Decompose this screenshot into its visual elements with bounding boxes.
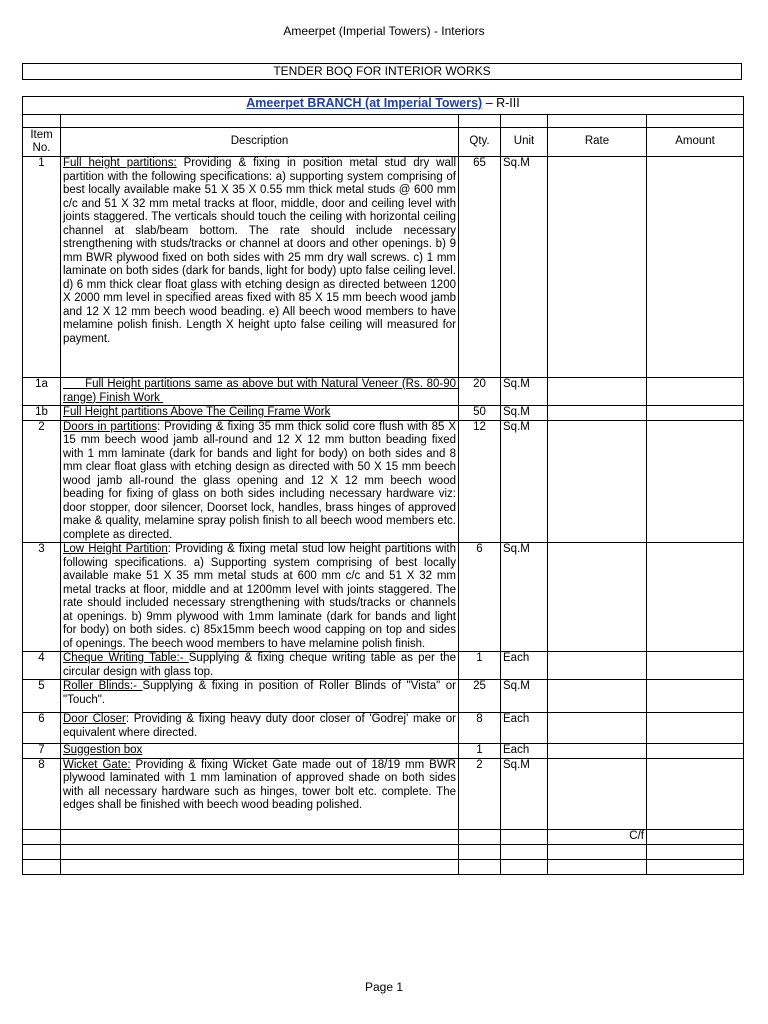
item-amount — [647, 680, 744, 713]
carry-forward-row — [23, 829, 744, 844]
item-title: Suggestion box — [63, 744, 143, 756]
col-description: Description — [61, 128, 459, 157]
item-description — [61, 713, 459, 744]
column-header-row — [23, 128, 744, 157]
table-row — [23, 406, 744, 421]
item-text: Supplying & fixing cheque writing table as per the circular design with glass top. — [63, 652, 456, 678]
branch-name: Ameerpet BRANCH (at Imperial Towers) — [246, 96, 483, 110]
item-title: Doors in partitions — [63, 420, 158, 433]
item-text: Supplying & fixing in position of Roller Blinds of "Vista" or "Touch". — [63, 680, 456, 706]
item-amount — [647, 406, 744, 421]
item-rate — [548, 680, 647, 713]
item-no: 7 — [23, 744, 61, 759]
item-no: 5 — [23, 680, 61, 713]
item-unit: Each — [501, 652, 548, 680]
col-qty: Qty. — [459, 128, 501, 157]
item-amount — [647, 744, 744, 759]
item-qty: 6 — [459, 543, 501, 652]
item-title: Cheque Writing Table:- — [63, 652, 189, 664]
item-no: 1 — [23, 157, 61, 378]
item-description — [61, 157, 459, 378]
item-qty: 65 — [459, 157, 501, 378]
branch-heading — [23, 97, 744, 115]
item-description — [61, 543, 459, 652]
item-title: Door Closer — [63, 713, 126, 725]
item-amount — [647, 652, 744, 680]
item-no: 6 — [23, 713, 61, 744]
branch-suffix: – R-III — [482, 96, 520, 110]
tender-title: TENDER BOQ FOR INTERIOR WORKS — [22, 63, 742, 80]
item-unit: Sq.M — [501, 680, 548, 713]
item-unit: Sq.M — [501, 406, 548, 421]
item-title: Low Height Partition — [63, 543, 168, 555]
table-row — [23, 744, 744, 759]
item-amount — [647, 420, 744, 543]
item-description — [61, 744, 459, 759]
item-rate — [548, 420, 647, 543]
table-row — [23, 652, 744, 680]
spacer-row — [23, 115, 744, 128]
table-row — [23, 543, 744, 652]
item-description — [61, 406, 459, 421]
blank-row — [23, 859, 744, 874]
item-text: : Providing & fixing heavy duty door closer of 'Godrej' make or equivalent where directed. — [63, 713, 456, 739]
branch-row — [23, 97, 744, 115]
item-qty: 1 — [459, 652, 501, 680]
item-rate — [548, 543, 647, 652]
col-unit: Unit — [501, 128, 548, 157]
item-unit: Sq.M — [501, 543, 548, 652]
item-description — [61, 652, 459, 680]
table-row — [23, 713, 744, 744]
item-unit: Sq.M — [501, 758, 548, 829]
item-text: Full Height partitions Above The Ceiling Frame Work — [63, 406, 331, 418]
item-qty: 25 — [459, 680, 501, 713]
item-qty: 8 — [459, 713, 501, 744]
table-row — [23, 420, 744, 543]
page-number: Page 1 — [364, 980, 404, 994]
item-unit: Each — [501, 713, 548, 744]
item-qty: 2 — [459, 758, 501, 829]
item-text: : Providing & fixing 35 mm thick solid core flush with 85 X 15 mm beech wood jamb all-round and 12 X 12 mm button beading fixed with 1 mm laminate (dark for bands and light for body) on both sides and 8 mm clear float glass with etching design as directed with 50 X 15 mm beech wood jamb all-round the glass opening and 12 X 12 mm beech wood beading for fixing of glass on both sides including necessary hardware viz: door stopper, door silencer, Doorset lock, handles, brass hinges of approved make & quality, melamine spray polish finish to all beech wood members etc. complete as directed. — [63, 420, 456, 541]
boq-table — [22, 96, 744, 875]
table-row — [23, 758, 744, 829]
item-qty: 20 — [459, 378, 501, 406]
item-amount — [647, 543, 744, 652]
page-header: Ameerpet (Imperial Towers) - Interiors — [283, 24, 485, 38]
item-unit: Sq.M — [501, 378, 548, 406]
item-no: 3 — [23, 543, 61, 652]
col-rate: Rate — [548, 128, 647, 157]
item-text: : Providing & fixing metal stud low height partitions with following specifications. a) Supporting system comprising of best locally available make 51 X 35 mm metal studs at 600 mm c/c and 51 X 32 mm metal tracks at floor, middle and at 1200mm level with joints staggered. The rate should included necessary strengthening with studs/tracks or channels at openings. b) 9mm plywood with 1mm laminate (dark for bands and light for body) on both sides. c) 85x15mm beech wood capping on top and sides of openings. The beech wood members to have melamine polish finish. — [63, 543, 456, 650]
item-no: 8 — [23, 758, 61, 829]
item-description — [61, 378, 459, 406]
item-rate — [548, 758, 647, 829]
item-description — [61, 680, 459, 713]
item-rate — [548, 157, 647, 378]
item-no: 2 — [23, 420, 61, 543]
item-no: 1b — [23, 406, 61, 421]
table-row — [23, 157, 744, 378]
item-text: Full Height partitions same as above but with Natural Veneer (Rs. 80-90 range) Finish Work — [63, 378, 460, 404]
item-rate — [548, 652, 647, 680]
item-title: Wicket Gate: — [63, 758, 131, 771]
item-qty: 12 — [459, 420, 501, 543]
col-amount: Amount — [647, 128, 744, 157]
item-description — [61, 420, 459, 543]
table-row — [23, 378, 744, 406]
item-rate — [548, 744, 647, 759]
item-rate — [548, 406, 647, 421]
item-rate — [548, 378, 647, 406]
item-qty: 50 — [459, 406, 501, 421]
carry-forward-label: C/f — [548, 829, 647, 844]
item-rate — [548, 713, 647, 744]
item-title: Full height partitions: — [63, 157, 177, 169]
item-no: 1a — [23, 378, 61, 406]
item-amount — [647, 378, 744, 406]
item-title: Roller Blinds:- — [63, 680, 143, 692]
item-unit: Each — [501, 744, 548, 759]
item-no: 4 — [23, 652, 61, 680]
item-amount — [647, 157, 744, 378]
item-text: Providing & fixing in position metal stud dry wall partition with the following specifications: a) supporting system comprising of best locally available make 51 X 35 X 0.55 mm thick metal studs @ 600 mm c/c and 51 X 32 mm metal tracks at floor, middle, door and ceiling level with joints staggered. The verticals should touch the ceiling with horizontal ceiling channel at slab/beam bottom. The rate should include necessary strengthening with studs/tracks or channel at doors and other openings. b) 9 mm BWR plywood fixed on both sides with 25 mm dry wall screws. c) 1 mm laminate on both sides (dark for bands, light for body) upto false ceiling level. d) 6 mm thick clear float glass with etching design as directed between 1200 X 2000 mm level in specified areas fixed with 85 X 15 mm beech wood jamb and 12 X 12 mm beech wood beading. e) All beech wood members to have melamine polish finish. Length X height upto false ceiling will measured for payment. — [63, 157, 456, 345]
blank-row — [23, 844, 744, 859]
col-item-no: Item No. — [23, 128, 61, 157]
item-qty: 1 — [459, 744, 501, 759]
item-amount — [647, 758, 744, 829]
item-description — [61, 758, 459, 829]
item-unit: Sq.M — [501, 420, 548, 543]
table-row — [23, 680, 744, 713]
item-unit: Sq.M — [501, 157, 548, 378]
item-amount — [647, 713, 744, 744]
item-text: Providing & fixing Wicket Gate made out of 18/19 mm BWR plywood laminated with 1 mm lamination of approved shade on both sides with all necessary hardware such as hinges, tower bolt etc. complete. The edges shall be finished with beech wood beading polished. — [63, 758, 456, 811]
